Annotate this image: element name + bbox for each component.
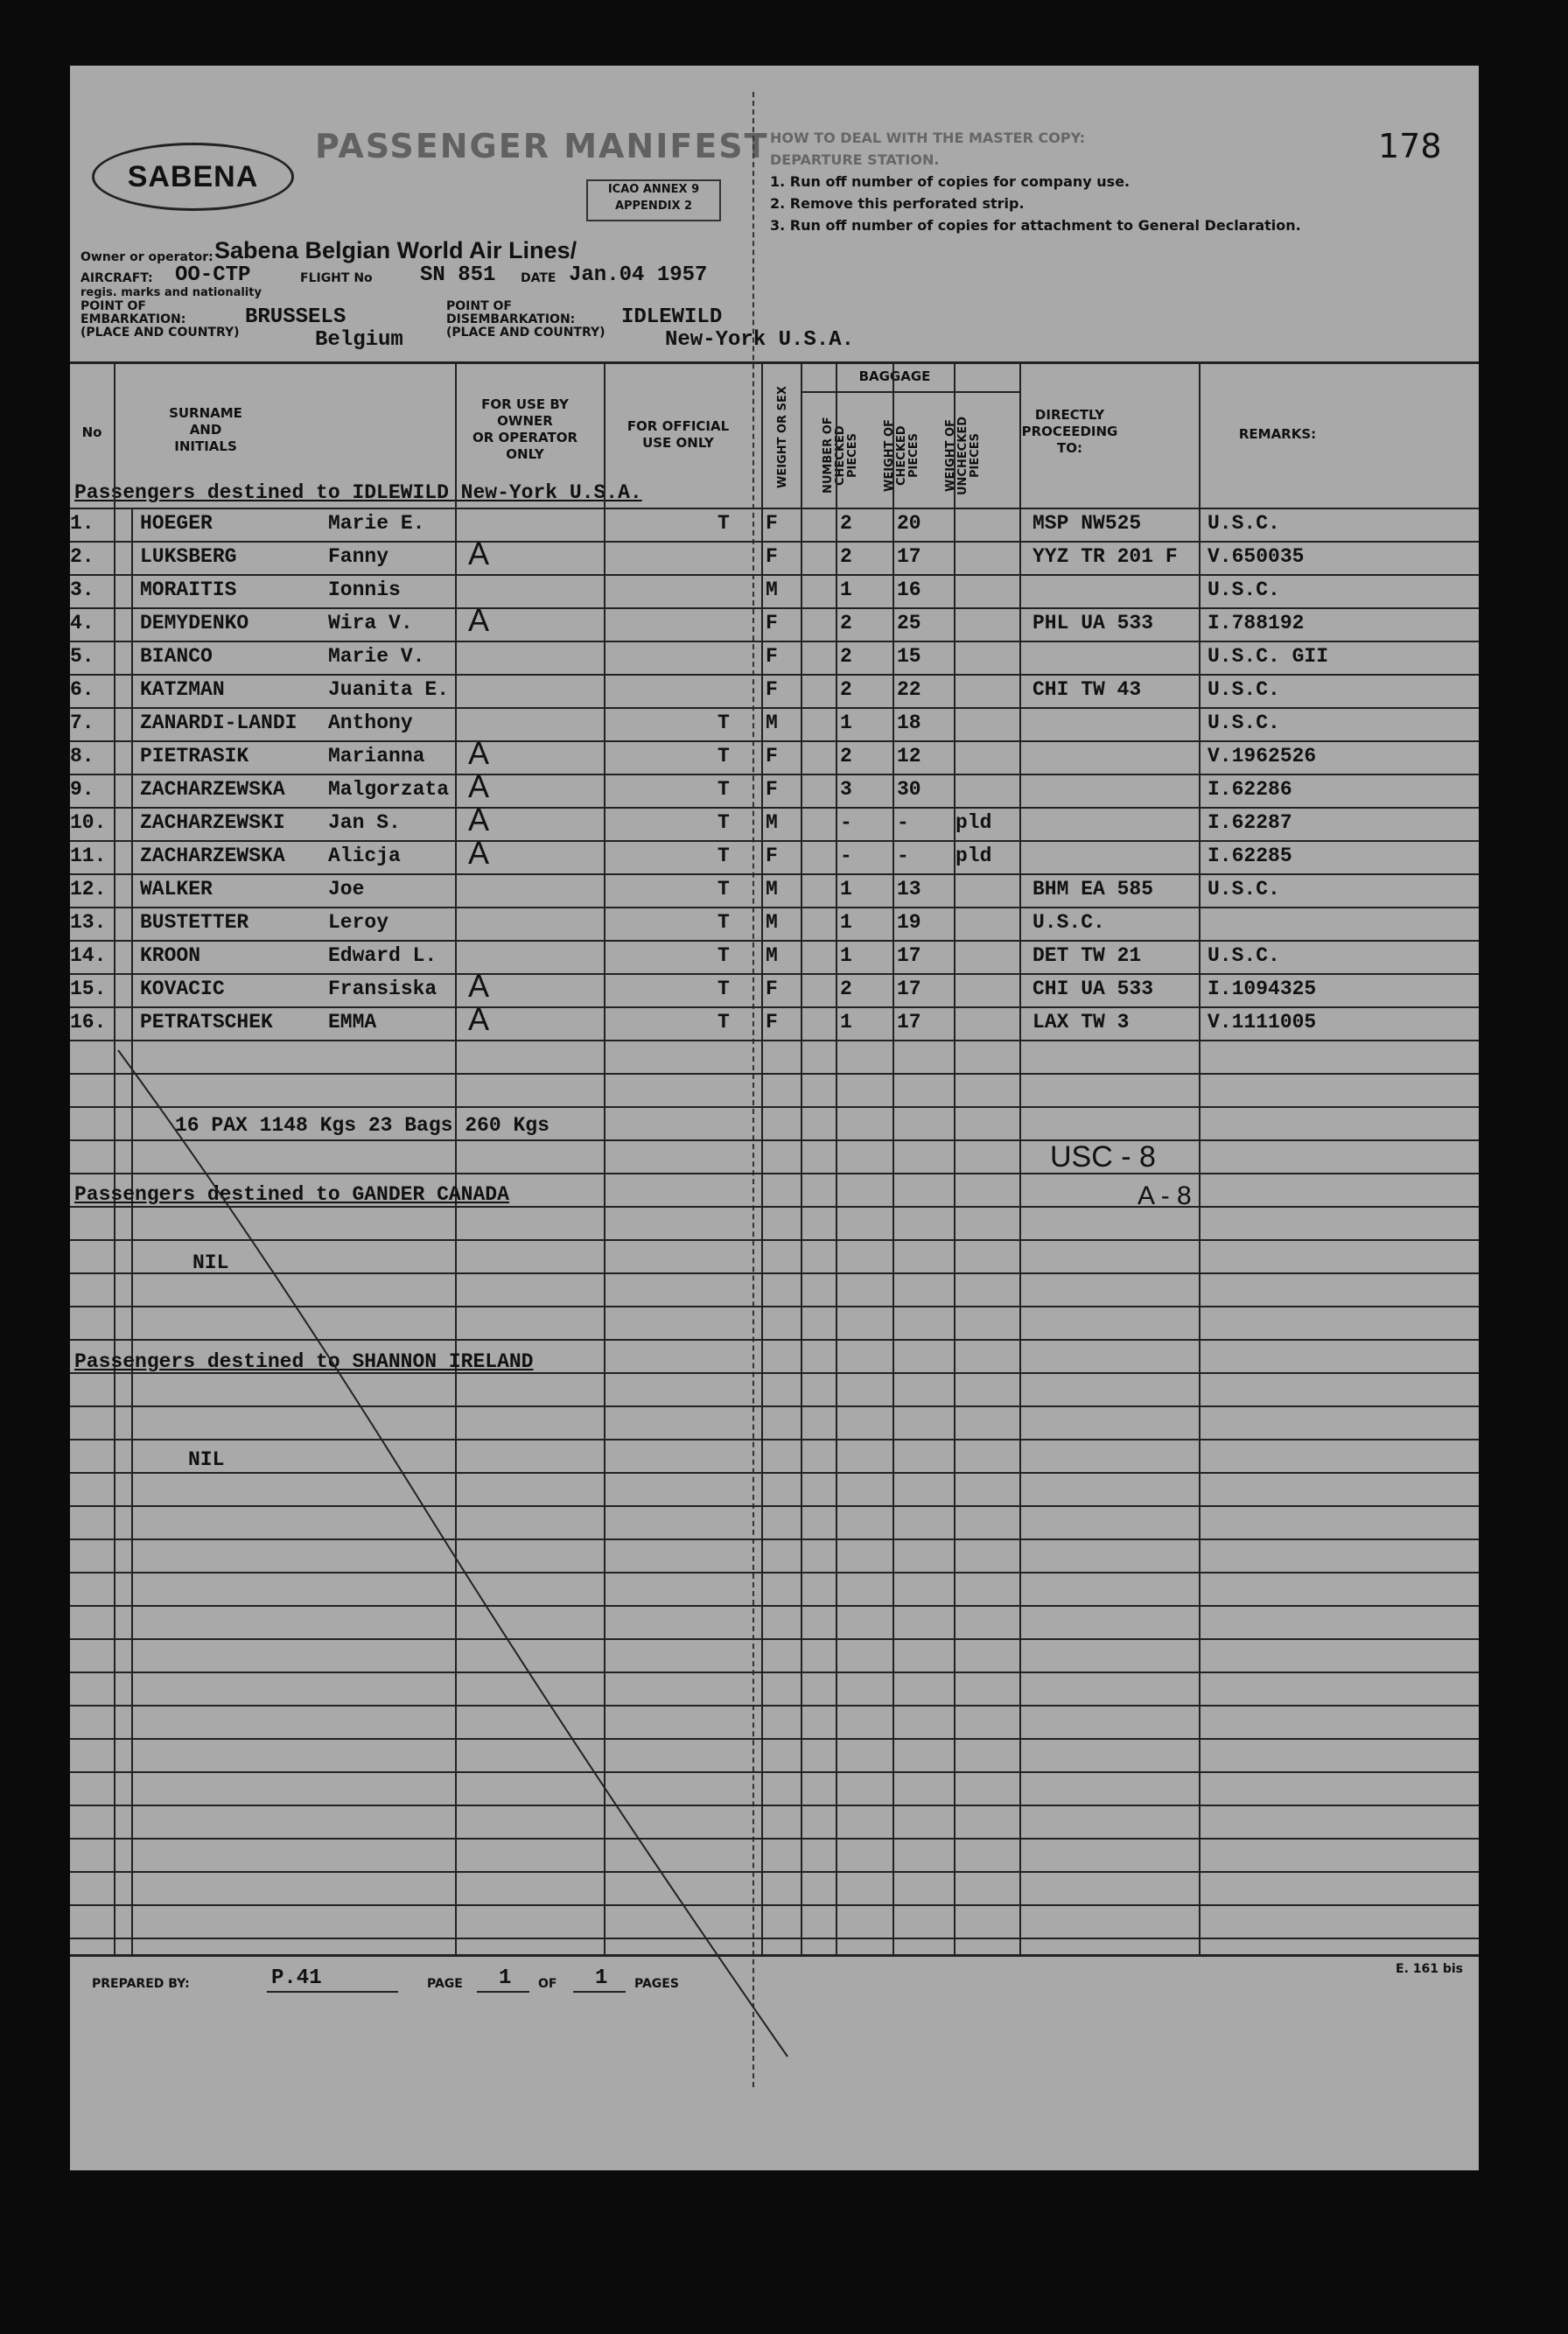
row-number: 10.: [70, 811, 107, 834]
totals-line: 16 PAX 1148 Kgs 23 Bags 260 Kgs: [175, 1114, 550, 1137]
checked-pieces: 1: [840, 878, 852, 901]
prepared-underline: [267, 1991, 398, 1993]
passenger-given-name: Leroy: [328, 911, 389, 934]
weight-or-sex: M: [766, 878, 778, 901]
checked-pieces: 1: [840, 578, 852, 601]
checked-pieces: 2: [840, 545, 852, 568]
instructions-subheading: DEPARTURE STATION.: [770, 151, 940, 168]
handwritten-mark: A: [468, 1001, 490, 1037]
of-value: 1: [595, 1966, 608, 1990]
col-directly-line: DIRECTLY: [1034, 407, 1105, 423]
passenger-surname: KROON: [140, 944, 201, 967]
weight-or-sex: F: [766, 678, 778, 701]
weight-or-sex: M: [766, 711, 778, 734]
row-number: 9.: [70, 778, 94, 801]
col-weight-checked-header: WEIGHT OF CHECKED PIECES: [883, 419, 920, 492]
weight-or-sex: M: [766, 578, 778, 601]
checked-weight: 17: [897, 545, 921, 568]
embark-label: (PLACE AND COUNTRY): [80, 326, 240, 340]
passenger-given-name: Marie E.: [328, 512, 425, 535]
handwritten-mark: A: [468, 602, 490, 638]
checked-weight: -: [897, 811, 909, 834]
passenger-surname: KOVACIC: [140, 978, 225, 1000]
col-directly-line: TO:: [1057, 440, 1082, 456]
prepared-value: P.41: [271, 1966, 322, 1990]
row-number: 4.: [70, 612, 94, 634]
checked-weight: 20: [897, 512, 921, 535]
remarks: U.S.C.: [1208, 944, 1280, 967]
section-idlewild-title: Passengers destined to IDLEWILD New-York U.S.A.: [74, 481, 642, 504]
prepared-label: PREPARED BY:: [92, 1977, 190, 1991]
passenger-given-name: Joe: [328, 878, 365, 901]
form-title: PASSENGER MANIFEST: [315, 127, 769, 165]
checked-pieces: 2: [840, 645, 852, 668]
section-shannon-nil: NIL: [188, 1448, 225, 1471]
remarks: V.650035: [1208, 545, 1305, 568]
passenger-given-name: Jan S.: [328, 811, 401, 834]
date-label: DATE: [521, 271, 556, 285]
proceeding-to: LAX TW 3: [1032, 1011, 1130, 1034]
owner-label: Owner or operator:: [80, 250, 214, 264]
aircraft-value: OO-CTP: [175, 263, 251, 287]
weight-or-sex: F: [766, 745, 778, 767]
cancel-diagonal-line: [70, 66, 1479, 2170]
passenger-surname: BIANCO: [140, 645, 213, 668]
checked-pieces: 2: [840, 978, 852, 1000]
disembark-label: POINT OF: [446, 299, 512, 313]
official-mark: T: [718, 1011, 730, 1034]
page-label: PAGE: [427, 1977, 463, 1991]
row-number: 13.: [70, 911, 107, 934]
passenger-given-name: Fanny: [328, 545, 389, 568]
checked-pieces: 1: [840, 944, 852, 967]
row-number: 8.: [70, 745, 94, 767]
passenger-surname: WALKER: [140, 878, 213, 901]
aircraft-label: AIRCRAFT:: [80, 271, 153, 285]
sabena-logo: SABENA: [92, 143, 294, 211]
passenger-given-name: Ionnis: [328, 578, 401, 601]
proceeding-to: DET TW 21: [1032, 944, 1142, 967]
checked-weight: 19: [897, 911, 921, 934]
remarks: I.788192: [1208, 612, 1305, 634]
flight-value: SN 851: [420, 263, 496, 287]
col-owner-line: OWNER: [497, 413, 553, 429]
flight-label: FLIGHT No: [300, 271, 373, 285]
remarks: U.S.C.: [1208, 678, 1280, 701]
checked-weight: 22: [897, 678, 921, 701]
passenger-given-name: Marie V.: [328, 645, 425, 668]
row-number: 15.: [70, 978, 107, 1000]
col-weight-unchecked-header: WEIGHT OF UNCHECKED PIECES: [944, 416, 982, 495]
checked-pieces: 1: [840, 911, 852, 934]
checked-weight: 25: [897, 612, 921, 634]
col-remarks-header: REMARKS:: [1238, 426, 1317, 442]
passenger-given-name: Malgorzata: [328, 778, 450, 801]
passenger-surname: DEMYDENKO: [140, 612, 249, 634]
passenger-surname: PIETRASIK: [140, 745, 249, 767]
tally-usc: USC - 8: [1050, 1140, 1156, 1174]
form-code: E. 161 bis: [1396, 1962, 1464, 1976]
checked-weight: 17: [897, 978, 921, 1000]
remarks: I.62287: [1208, 811, 1292, 834]
disembark-city: IDLEWILD: [621, 305, 723, 329]
col-directly-line: PROCEEDING: [1021, 424, 1118, 439]
passenger-surname: ZACHARZEWSKI: [140, 811, 285, 834]
row-number: 14.: [70, 944, 107, 967]
proceeding-to: CHI UA 533: [1032, 978, 1154, 1000]
passenger-surname: PETRATSCHEK: [140, 1011, 273, 1034]
official-mark: T: [718, 878, 730, 901]
aircraft-sublabel: regis. marks and nationality: [80, 286, 262, 299]
proceeding-to: CHI TW 43: [1032, 678, 1142, 701]
instructions-heading: HOW TO DEAL WITH THE MASTER COPY:: [770, 130, 1086, 146]
passenger-given-name: Edward L.: [328, 944, 438, 967]
remarks: U.S.C.: [1208, 512, 1280, 535]
date-value: Jan.04 1957: [569, 263, 708, 287]
weight-or-sex: F: [766, 512, 778, 535]
pages-label: PAGES: [634, 1977, 679, 1991]
row-number: 16.: [70, 1011, 107, 1034]
embark-city: BRUSSELS: [245, 305, 346, 329]
weight-or-sex: F: [766, 1011, 778, 1034]
proceeding-to: YYZ TR 201 F: [1032, 545, 1178, 568]
page-underline: [477, 1991, 529, 1993]
passenger-surname: LUKSBERG: [140, 545, 237, 568]
remarks: I.1094325: [1208, 978, 1317, 1000]
passenger-given-name: Wira V.: [328, 612, 413, 634]
official-mark: T: [718, 911, 730, 934]
checked-pieces: 2: [840, 745, 852, 767]
col-no-header: No: [81, 424, 102, 440]
official-mark: T: [718, 745, 730, 767]
col-owner-line: FOR USE BY: [481, 396, 569, 412]
checked-pieces: 2: [840, 678, 852, 701]
checked-pieces: 1: [840, 1011, 852, 1034]
official-mark: T: [718, 845, 730, 867]
row-number: 1.: [70, 512, 94, 535]
tally-a: A - 8: [1138, 1181, 1192, 1210]
table-bottom-rule: [70, 1954, 1479, 1957]
remarks: U.S.C.: [1208, 578, 1280, 601]
col-surname-line: INITIALS: [174, 438, 237, 454]
col-baggage-header: BAGGAGE: [858, 368, 931, 384]
handwritten-mark: A: [468, 802, 490, 838]
checked-pieces: -: [840, 845, 852, 867]
col-surname-line: AND: [189, 422, 222, 438]
col-weight-sex-header: WEIGHT OR SEX: [776, 386, 789, 489]
checked-pieces: 1: [840, 711, 852, 734]
unchecked-weight: pld: [956, 845, 992, 867]
remarks: I.62286: [1208, 778, 1292, 801]
official-mark: T: [718, 978, 730, 1000]
proceeding-to: BHM EA 585: [1032, 878, 1154, 901]
icao-line-2: APPENDIX 2: [614, 200, 693, 213]
checked-pieces: 2: [840, 512, 852, 535]
manifest-sheet: [70, 66, 1479, 2170]
page-number: 178: [1378, 127, 1442, 165]
col-owner-line: OR OPERATOR: [472, 430, 578, 445]
remarks: U.S.C.: [1208, 878, 1280, 901]
row-number: 11.: [70, 845, 107, 867]
passenger-surname: ZACHARZEWSKA: [140, 778, 285, 801]
passenger-surname: MORAITIS: [140, 578, 237, 601]
weight-or-sex: F: [766, 778, 778, 801]
weight-or-sex: F: [766, 612, 778, 634]
proceeding-to: U.S.C.: [1032, 911, 1105, 934]
row-number: 12.: [70, 878, 107, 901]
col-num-checked-header: NUMBER OF CHECKED PIECES: [822, 417, 859, 494]
remarks: V.1111005: [1208, 1011, 1317, 1034]
section-gander-title: Passengers destined to GANDER CANADA: [74, 1183, 509, 1206]
official-mark: T: [718, 811, 730, 834]
weight-or-sex: F: [766, 978, 778, 1000]
official-mark: T: [718, 512, 730, 535]
checked-weight: 12: [897, 745, 921, 767]
proceeding-to: MSP NW525: [1032, 512, 1142, 535]
checked-weight: 16: [897, 578, 921, 601]
col-official-line: USE ONLY: [642, 435, 714, 451]
passenger-surname: HOEGER: [140, 512, 213, 535]
checked-pieces: 3: [840, 778, 852, 801]
page-value: 1: [499, 1966, 512, 1990]
row-number: 5.: [70, 645, 94, 668]
passenger-surname: ZANARDI-LANDI: [140, 711, 298, 734]
disembark-label: DISEMBARKATION:: [446, 312, 576, 326]
unchecked-weight: pld: [956, 811, 992, 834]
weight-or-sex: F: [766, 845, 778, 867]
checked-weight: 17: [897, 944, 921, 967]
passenger-given-name: Fransiska: [328, 978, 438, 1000]
checked-weight: 17: [897, 1011, 921, 1034]
handwritten-mark: A: [468, 968, 490, 1004]
row-number: 3.: [70, 578, 94, 601]
official-mark: T: [718, 711, 730, 734]
remarks: U.S.C. GII: [1208, 645, 1329, 668]
weight-or-sex: M: [766, 911, 778, 934]
embark-country: Belgium: [315, 328, 403, 352]
passenger-surname: BUSTETTER: [140, 911, 249, 934]
passenger-given-name: EMMA: [328, 1011, 377, 1034]
weight-or-sex: F: [766, 545, 778, 568]
checked-weight: 18: [897, 711, 921, 734]
embark-label: EMBARKATION:: [80, 312, 186, 326]
row-number: 2.: [70, 545, 94, 568]
remarks: I.62285: [1208, 845, 1292, 867]
weight-or-sex: F: [766, 645, 778, 668]
passenger-given-name: Anthony: [328, 711, 413, 734]
handwritten-mark: A: [468, 735, 490, 771]
of-underline: [573, 1991, 626, 1993]
checked-weight: 15: [897, 645, 921, 668]
col-surname-line: SURNAME: [169, 405, 242, 421]
remarks: U.S.C.: [1208, 711, 1280, 734]
section-gander-nil: NIL: [192, 1251, 229, 1274]
col-owner-line: ONLY: [506, 446, 544, 462]
icao-line-1: ICAO ANNEX 9: [607, 183, 700, 196]
instruction-step: 1. Run off number of copies for company use.: [770, 173, 1130, 190]
official-mark: T: [718, 944, 730, 967]
of-label: OF: [538, 1977, 557, 1991]
instruction-step: 2. Remove this perforated strip.: [770, 195, 1025, 212]
official-mark: T: [718, 778, 730, 801]
checked-weight: 30: [897, 778, 921, 801]
passenger-given-name: Marianna: [328, 745, 425, 767]
disembark-label: (PLACE AND COUNTRY): [446, 326, 606, 340]
row-number: 6.: [70, 678, 94, 701]
handwritten-mark: A: [468, 768, 490, 804]
passenger-given-name: Juanita E.: [328, 678, 450, 701]
embark-label: POINT OF: [80, 299, 146, 313]
checked-pieces: 2: [840, 612, 852, 634]
weight-or-sex: M: [766, 811, 778, 834]
section-shannon-title: Passengers destined to SHANNON IRELAND: [74, 1350, 534, 1373]
remarks: V.1962526: [1208, 745, 1317, 767]
handwritten-mark: A: [468, 835, 490, 871]
owner-value: Sabena Belgian World Air Lines/: [214, 237, 578, 263]
col-official-line: FOR OFFICIAL: [626, 418, 730, 434]
handwritten-mark: A: [468, 536, 490, 571]
checked-weight: 13: [897, 878, 921, 901]
passenger-surname: ZACHARZEWSKA: [140, 845, 285, 867]
row-number: 7.: [70, 711, 94, 734]
checked-pieces: -: [840, 811, 852, 834]
passenger-surname: KATZMAN: [140, 678, 225, 701]
instruction-step: 3. Run off number of copies for attachment to General Declaration.: [770, 217, 1301, 234]
disembark-country: New-York U.S.A.: [665, 328, 855, 352]
proceeding-to: PHL UA 533: [1032, 612, 1154, 634]
passenger-given-name: Alicja: [328, 845, 401, 867]
weight-or-sex: M: [766, 944, 778, 967]
checked-weight: -: [897, 845, 909, 867]
